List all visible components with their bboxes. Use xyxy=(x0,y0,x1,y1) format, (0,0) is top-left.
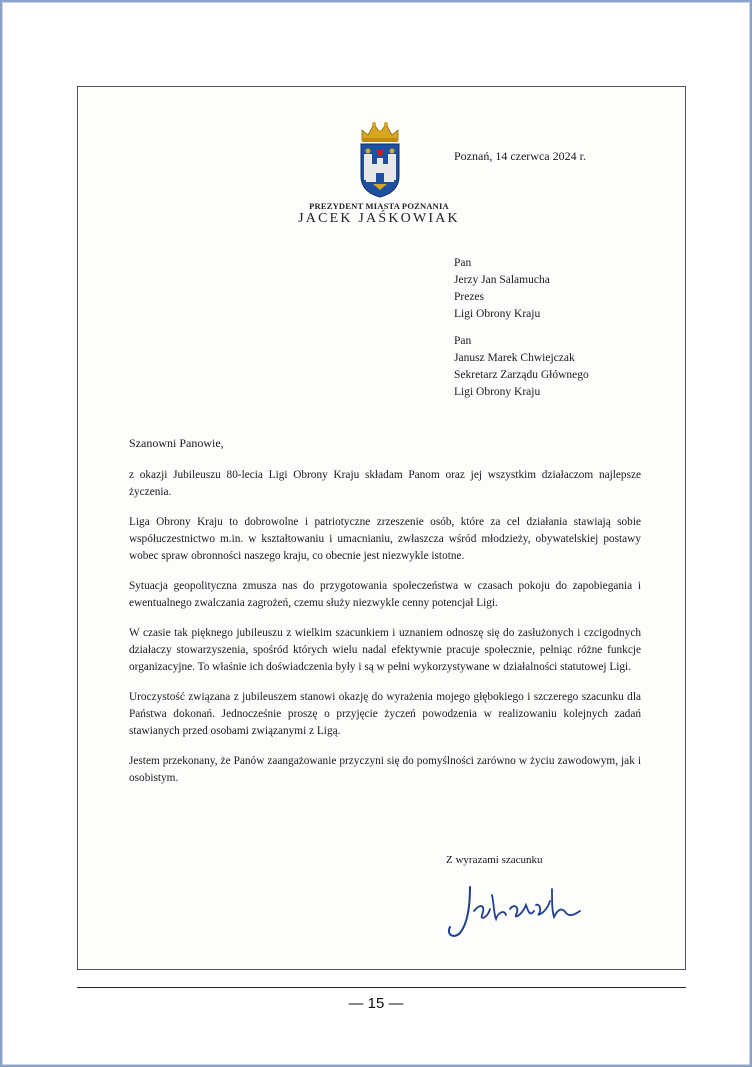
salutation: Szanowni Panowie, xyxy=(129,436,224,450)
footer-divider xyxy=(77,987,686,988)
body-paragraph: Uroczystość związana z jubileuszem stanowi okazję do wyrażenia mojego głębokiego i szczerego szacunku dla Państwa dokonań. Jednocześnie proszę o przyjęcie życzeń powodzenia w realizowaniu kolejnych zadań stawianych przed osobami związanymi z Ligą. xyxy=(129,691,641,737)
closing-phrase: Z wyrazami szacunku xyxy=(446,854,543,866)
recipient-block xyxy=(454,333,589,401)
body-paragraph: W czasie tak pięknego jubileuszu z wielkim szacunkiem i uznaniem odnoszę się do zasłużonych i czcigodnych działaczy stowarzyszenia, spośród których wielu nadal efektywnie pracuje społecznie, pełniąc różne funkcje organizacyjne. To właśnie ich doświadczenia były i są w pełni wykorzystywane w działalności statutowej Ligi. xyxy=(129,627,641,673)
header-office-title: PREZYDENT MIASTA POZNANIA xyxy=(309,201,449,211)
body-paragraph: z okazji Jubileuszu 80-lecia Ligi Obrony Kraju składam Panom oraz jej wszystkim działaczom najlepsze życzenia. xyxy=(129,469,641,498)
recipient-line: Janusz Marek Chwiejczak xyxy=(454,352,575,364)
recipient-line: Ligi Obrony Kraju xyxy=(454,386,541,398)
recipient-line: Sekretarz Zarządu Głównego xyxy=(454,369,589,381)
letter-body xyxy=(129,467,641,800)
recipient-line: Pan xyxy=(454,335,472,347)
letter-sheet xyxy=(77,86,686,970)
poznan-coat-of-arms-icon xyxy=(356,118,404,198)
header-mayor-name: JACEK JAŚKOWIAK xyxy=(298,211,460,226)
letter-date: Poznań, 14 czerwca 2024 r. xyxy=(454,149,586,163)
recipient-line: Pan xyxy=(454,257,472,269)
recipient-block xyxy=(454,255,550,323)
handwritten-signature-icon xyxy=(440,875,590,945)
recipient-line: Jerzy Jan Salamucha xyxy=(454,274,550,286)
page-number: — 15 — xyxy=(348,995,404,1012)
recipient-line: Prezes xyxy=(454,291,485,303)
body-paragraph: Jestem przekonany, że Panów zaangażowanie przyczyni się do pomyślności zarówno w życiu zawodowym, jak i osobistym. xyxy=(129,755,641,784)
body-paragraph: Sytuacja geopolityczna zmusza nas do przygotowania społeczeństwa w czasach pokoju do zapobiegania i ewentualnego zwalczania zagrożeń, czemu służy niezwykle cenny potencjał Ligi. xyxy=(129,580,641,609)
body-paragraph: Liga Obrony Kraju to dobrowolne i patriotyczne zrzeszenie osób, które za cel działania stawiają sobie współuczestnictwo m.in. w kształtowaniu i umacnianiu, zwłaszcza wśród młodzieży, obywatelskiej postawy wobec spraw obronności naszego kraju, co obecnie jest niezwykle istotne. xyxy=(129,516,641,562)
recipient-line: Ligi Obrony Kraju xyxy=(454,308,541,320)
